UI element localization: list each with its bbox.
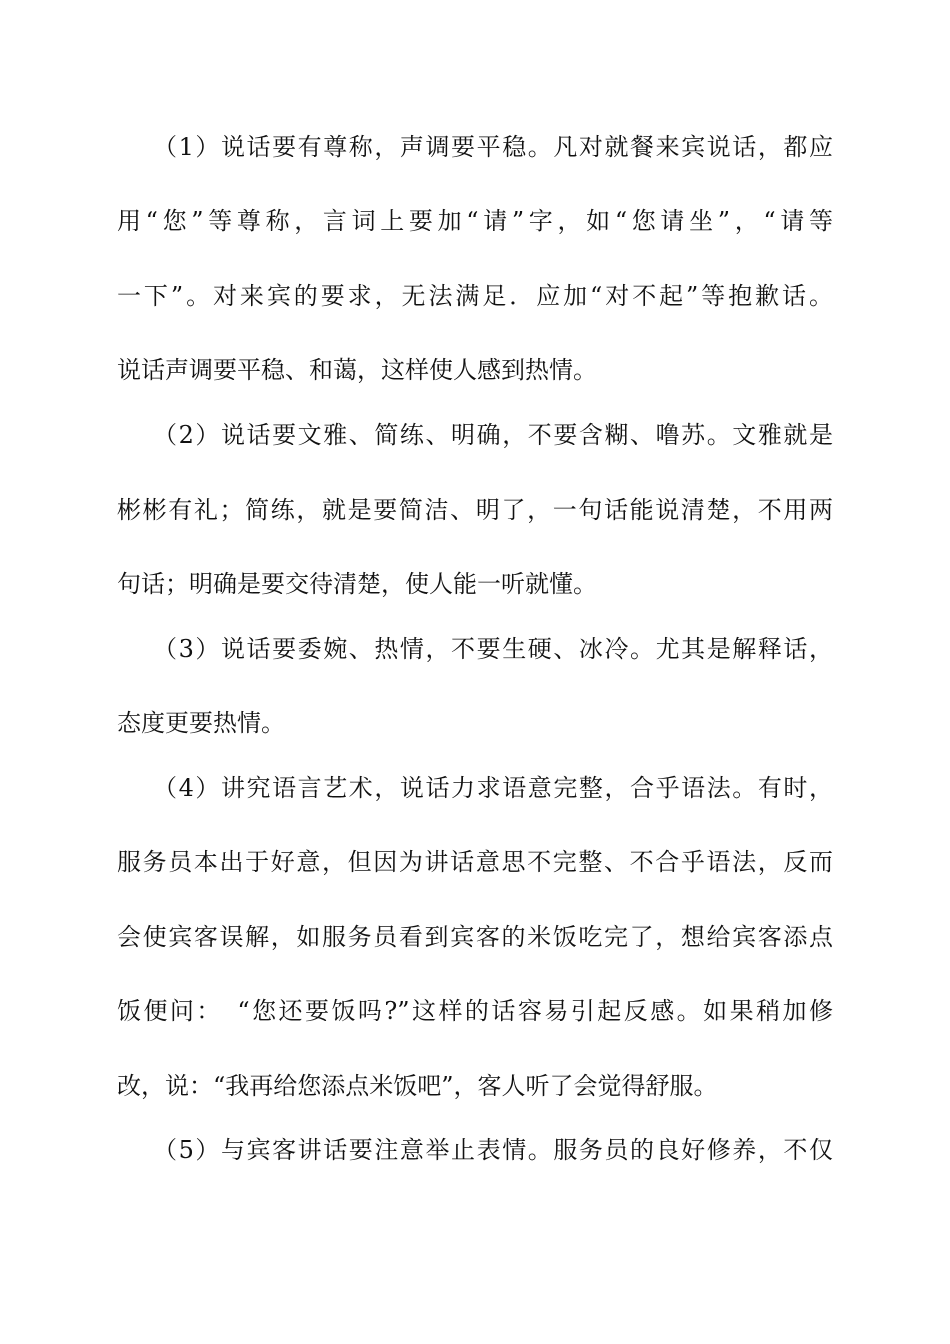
paragraph-4-line-1: （4）讲究语言艺术，说话力求语意完整，合乎语法。有时，	[153, 774, 833, 802]
paragraph-2-line-1: （2）说话要文雅、简练、明确，不要含糊、噜苏。文雅就是	[153, 421, 833, 449]
paragraph-1-line-1: （1）说话要有尊称，声调要平稳。凡对就餐来宾说话，都应	[153, 133, 833, 161]
paragraph-1-line-4: 说话声调要平稳、和蔼，这样使人感到热情。	[117, 356, 597, 384]
paragraph-4-line-5: 改，说：“我再给您添点米饭吧”，客人听了会觉得舒服。	[117, 1072, 718, 1100]
paragraph-1-line-2: 用“您”等尊称，言词上要加“请”字，如“您请坐”，“请等	[117, 207, 833, 235]
paragraph-2-line-3: 句话；明确是要交待清楚，使人能一听就懂。	[117, 570, 597, 598]
paragraph-4-line-3: 会使宾客误解，如服务员看到宾客的米饭吃完了，想给宾客添点	[117, 923, 833, 951]
paragraph-3-line-1: （3）说话要委婉、热情，不要生硬、冰冷。尤其是解释话，	[153, 635, 833, 663]
paragraph-3-line-2: 态度更要热情。	[117, 709, 285, 737]
paragraph-5-line-1: （5）与宾客讲话要注意举止表情。服务员的良好修养，不仅	[153, 1136, 833, 1164]
paragraph-2-line-2: 彬彬有礼；简练，就是要简洁、明了，一句话能说清楚，不用两	[117, 496, 833, 524]
paragraph-1-line-3: 一下”。对来宾的要求，无法满足．应加“对不起”等抱歉话。	[117, 282, 833, 310]
paragraph-4-line-4: 饭便问： “您还要饭吗?”这样的话容易引起反感。如果稍加修	[117, 997, 833, 1025]
paragraph-4-line-2: 服务员本出于好意，但因为讲话意思不完整、不合乎语法，反而	[117, 848, 833, 876]
